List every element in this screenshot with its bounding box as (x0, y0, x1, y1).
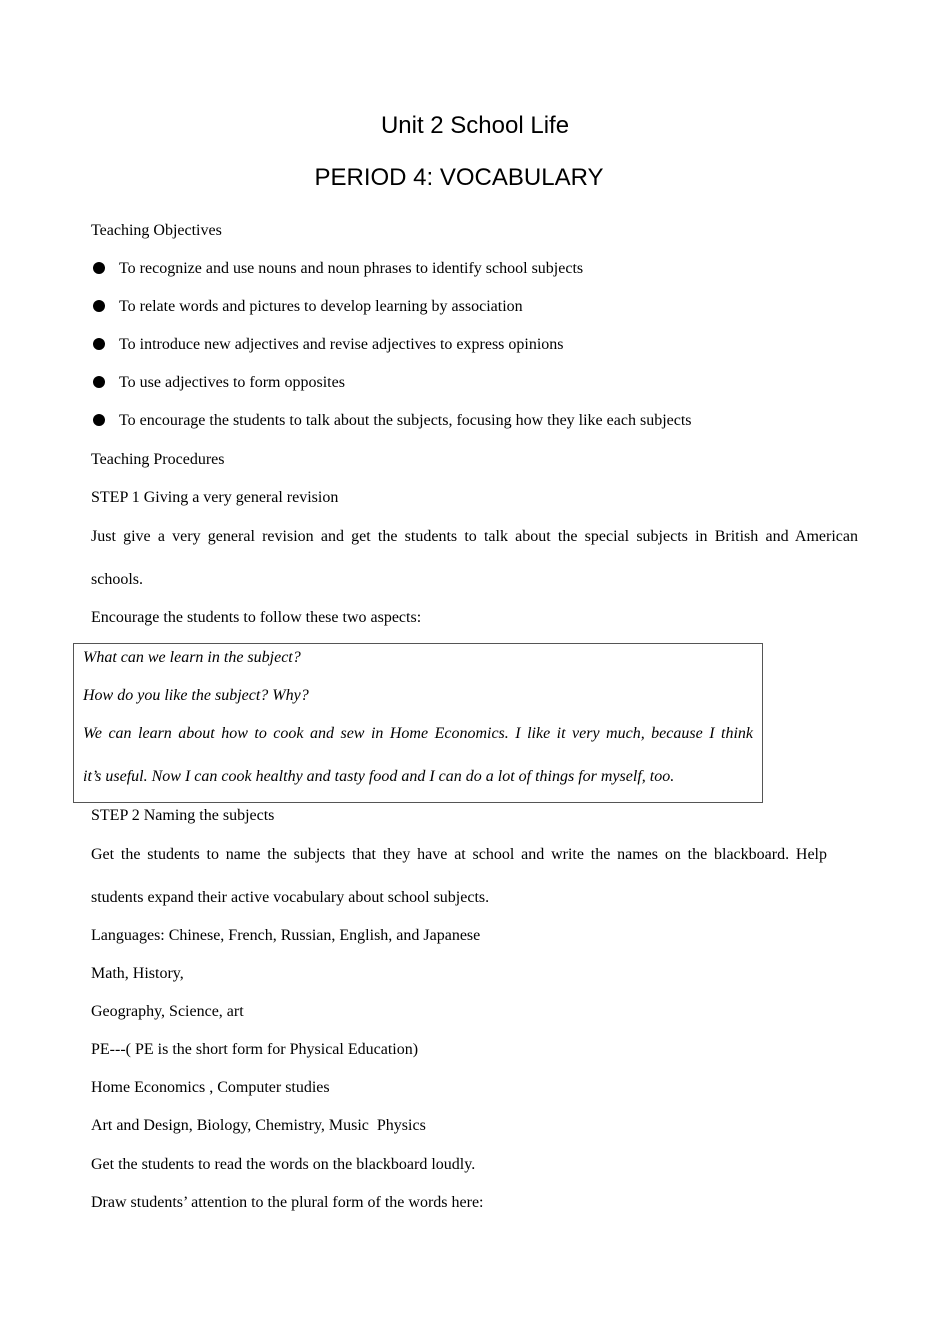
box-answer-line1: We can learn about how to cook and sew in Home Economics. I like it very much, because I think (83, 725, 753, 742)
step2-plural-note: Draw students’ attention to the plural form of the words here: (91, 1194, 484, 1211)
step2-paragraph-line1 (91, 845, 827, 865)
page-subtitle: PERIOD 4: VOCABULARY (314, 164, 604, 191)
subject-list-item: Geography, Science, art (91, 1003, 244, 1020)
subject-list-item: Home Economics , Computer studies (91, 1079, 330, 1096)
step2-heading: STEP 2 Naming the subjects (91, 807, 275, 824)
step2-paragraph-line2: students expand their active vocabulary about school subjects. (91, 889, 490, 906)
subject-list-item: Math, History, (91, 965, 184, 982)
bullet-icon (93, 300, 105, 312)
page-title: Unit 2 School Life (380, 112, 570, 139)
objective-text: To encourage the students to talk about the subjects, focusing how they like each subjects (119, 412, 692, 429)
step1-paragraph-line2: schools. (91, 571, 143, 588)
subject-list-item: Languages: Chinese, French, Russian, English, and Japanese (91, 927, 481, 944)
step1-paragraph-line1 (91, 527, 858, 547)
bullet-icon (93, 376, 105, 388)
step2-read-aloud: Get the students to read the words on the blackboard loudly. (91, 1156, 476, 1173)
bullet-icon (93, 338, 105, 350)
box-question-1: What can we learn in the subject? (83, 649, 301, 666)
step1-line1-text: Just give a very general revision and get the students to talk about the special subjects in British and American (91, 528, 858, 545)
objective-text: To relate words and pictures to develop learning by association (119, 298, 523, 315)
step2-line1-text: Get the students to name the subjects that they have at school and write the names on the blackboard. Help (91, 846, 827, 863)
step1-encourage: Encourage the students to follow these two aspects: (91, 609, 422, 626)
box-answer-line2: it’s useful. Now I can cook healthy and tasty food and I can do a lot of things for myself, too. (83, 768, 675, 785)
objective-text: To use adjectives to form opposites (119, 374, 345, 391)
objective-text: To recognize and use nouns and noun phrases to identify school subjects (119, 260, 584, 277)
objective-text: To introduce new adjectives and revise adjectives to express opinions (119, 336, 564, 353)
example-box (73, 643, 763, 803)
subject-list-item: PE---( PE is the short form for Physical Education) (91, 1041, 419, 1058)
subject-list-item: Art and Design, Biology, Chemistry, Music Physics (91, 1117, 426, 1134)
procedures-heading: Teaching Procedures (91, 451, 225, 468)
box-question-2: How do you like the subject? Why? (83, 687, 309, 704)
step1-heading: STEP 1 Giving a very general revision (91, 489, 339, 506)
bullet-icon (93, 262, 105, 274)
objectives-heading: Teaching Objectives (91, 222, 222, 239)
bullet-icon (93, 414, 105, 426)
